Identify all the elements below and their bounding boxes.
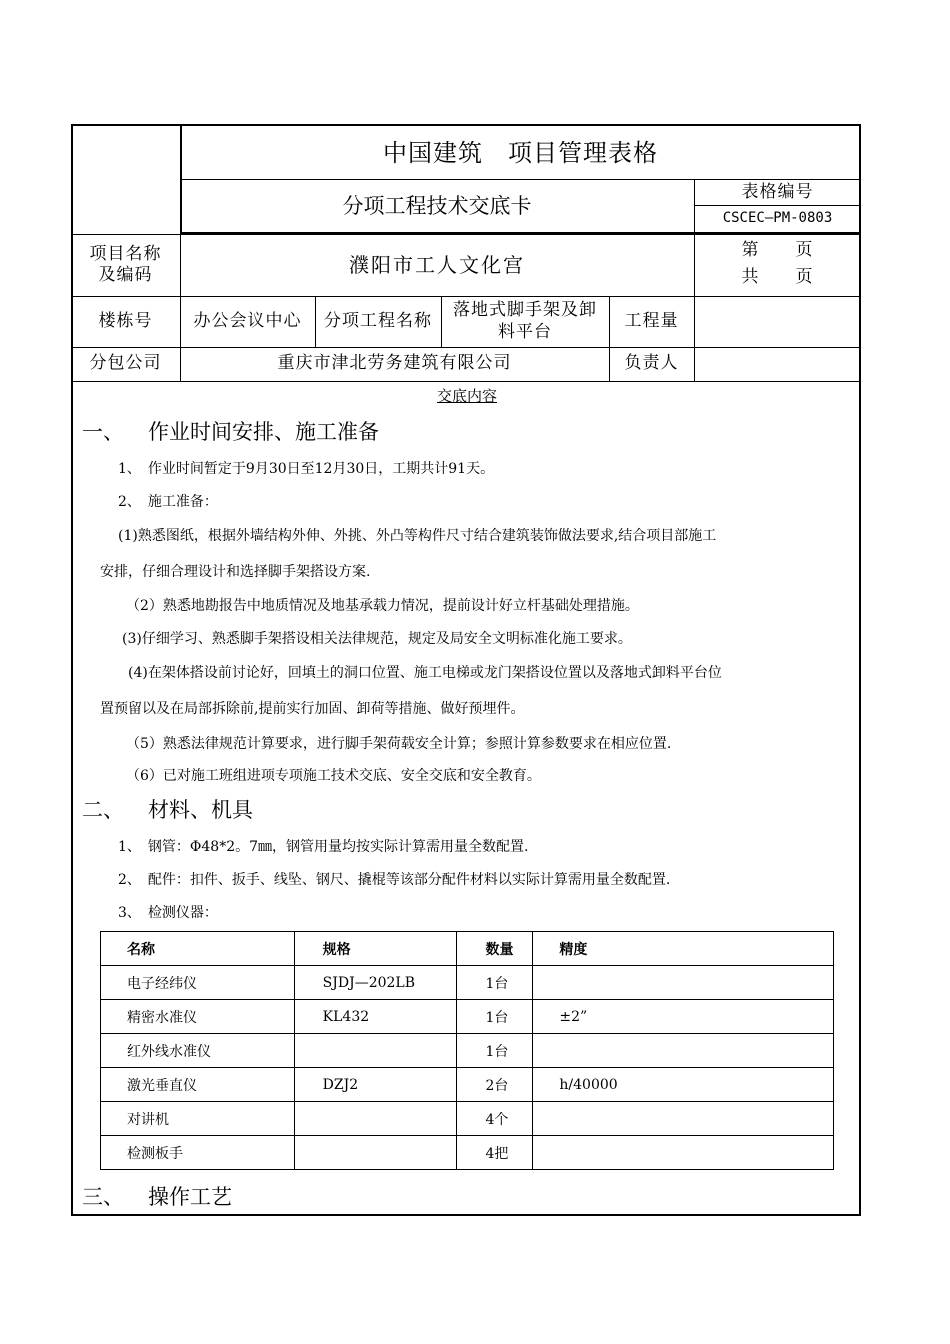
cell-qty: 1台 <box>457 1000 533 1034</box>
cell-spec <box>294 1136 457 1170</box>
cell-name: 精密水准仪 <box>101 1000 295 1034</box>
section-2-title: 材料、机具 <box>148 798 253 822</box>
s1-para-4b: 置预留以及在局部拆除前,提前实行加固、卸荷等措施、做好预埋件。 <box>100 701 525 717</box>
quantity-label: 工程量 <box>624 310 679 331</box>
info-col-2 <box>315 296 316 347</box>
subitem-label: 分项工程名称 <box>324 310 432 331</box>
cell-precision: h/40000 <box>533 1068 834 1102</box>
cell-qty: 4把 <box>457 1136 533 1170</box>
s1-para-2: （2）熟悉地勘报告中地质情况及地基承载力情况，提前设计好立杆基础处理措施。 <box>126 598 639 614</box>
table-row <box>101 1034 834 1068</box>
project-label: 项目名称 及编码 <box>89 243 162 285</box>
section-2-number: 二、 <box>82 798 124 822</box>
cell-spec <box>294 1034 457 1068</box>
cell-qty: 4个 <box>457 1102 533 1136</box>
header-qty: 数量 <box>457 932 533 966</box>
section-1-heading <box>82 416 379 446</box>
cell-spec: DZJ2 <box>294 1068 457 1102</box>
table-row <box>101 1000 834 1034</box>
cell-spec <box>294 1102 457 1136</box>
section-2-heading <box>82 794 253 824</box>
cell-precision: ±2” <box>533 1000 834 1034</box>
subitem-value: 落地式脚手架及卸料平台 <box>453 300 597 342</box>
cell-spec: KL432 <box>294 1000 457 1034</box>
s1-para-1a: (1)熟悉图纸，根据外墙结构外伸、外挑、外凸等构件尺寸结合建筑装饰做法要求,结合项目部施工 <box>118 528 717 544</box>
page-no: 第 页 <box>741 240 814 261</box>
form-no-label: 表格编号 <box>741 181 814 202</box>
section-3-title: 操作工艺 <box>148 1185 232 1209</box>
cell-precision <box>533 1034 834 1068</box>
subcontractor-label: 分包公司 <box>89 353 162 374</box>
instruments-table <box>100 931 834 1170</box>
cell-qty: 1台 <box>457 1034 533 1068</box>
cell-name: 检测板手 <box>101 1136 295 1170</box>
section-1-title: 作业时间安排、施工准备 <box>148 420 379 444</box>
info-col-3 <box>441 296 442 347</box>
s2-item-3: 3、 检测仪器： <box>118 905 218 921</box>
page-total: 共 页 <box>741 267 814 288</box>
table-row <box>101 1136 834 1170</box>
cell-qty: 1台 <box>457 966 533 1000</box>
header-name: 名称 <box>101 932 295 966</box>
cell-qty: 2台 <box>457 1068 533 1102</box>
manager-label: 负责人 <box>624 353 679 374</box>
form-title: 中国建筑 项目管理表格 <box>383 138 658 167</box>
content-title: 交底内容 <box>436 387 497 405</box>
subcontractor-value: 重庆市津北劳务建筑有限公司 <box>277 353 512 374</box>
s1-item-1: 1、 作业时间暂定于9月30日至12月30日，工期共计91天。 <box>118 461 495 477</box>
manager-value <box>694 347 861 381</box>
table-row <box>101 1102 834 1136</box>
building-value: 办公会议中心 <box>193 310 302 331</box>
cell-name: 对讲机 <box>101 1102 295 1136</box>
table-row <box>101 1068 834 1102</box>
s2-item-2: 2、 配件：扣件、扳手、线坠、钢尺、撬棍等该部分配件材料以实际计算需用量全数配置. <box>118 872 671 888</box>
info-line-4 <box>71 381 861 382</box>
s1-para-1b: 安排，仔细合理设计和选择脚手架搭设方案. <box>100 564 371 580</box>
s1-para-5: （5）熟悉法律规范计算要求，进行脚手架荷载安全计算；参照计算参数要求在相应位置. <box>126 736 672 752</box>
section-1-number: 一、 <box>82 420 124 444</box>
form-name: 分项工程技术交底卡 <box>342 193 532 218</box>
cell-precision <box>533 966 834 1000</box>
cell-name: 激光垂直仪 <box>101 1068 295 1102</box>
cell-name: 红外线水准仪 <box>101 1034 295 1068</box>
table-row <box>101 966 834 1000</box>
project-name: 濮阳市工人文化宫 <box>349 252 525 277</box>
section-3-number: 三、 <box>82 1185 124 1209</box>
s1-para-4a: (4)在架体搭设前讨论好，回填土的洞口位置、施工电梯或龙门架搭设位置以及落地式卸料平台位 <box>128 665 722 681</box>
cell-name: 电子经纬仪 <box>101 966 295 1000</box>
cell-spec: SJDJ—202LB <box>294 966 457 1000</box>
s2-item-1: 1、 钢管：Φ48*2。7㎜，钢管用量均按实际计算需用量全数配置. <box>118 839 529 855</box>
s1-para-6: （6）已对施工班组进项专项施工技术交底、安全交底和安全教育。 <box>126 768 541 784</box>
form-no: CSCEC—PM-0803 <box>722 209 833 226</box>
s1-item-2: 2、 施工准备： <box>118 494 218 510</box>
section-3-heading <box>82 1181 232 1211</box>
cell-precision <box>533 1102 834 1136</box>
s1-para-3: (3)仔细学习、熟悉脚手架搭设相关法律规范，规定及局安全文明标准化施工要求。 <box>122 631 632 647</box>
quantity-value <box>694 296 861 347</box>
building-label: 楼栋号 <box>98 310 153 331</box>
header-precision: 精度 <box>533 932 834 966</box>
table-header-row <box>101 932 834 966</box>
cell-precision <box>533 1136 834 1170</box>
content-title-wrap <box>0 385 934 406</box>
header-spec: 规格 <box>294 932 457 966</box>
